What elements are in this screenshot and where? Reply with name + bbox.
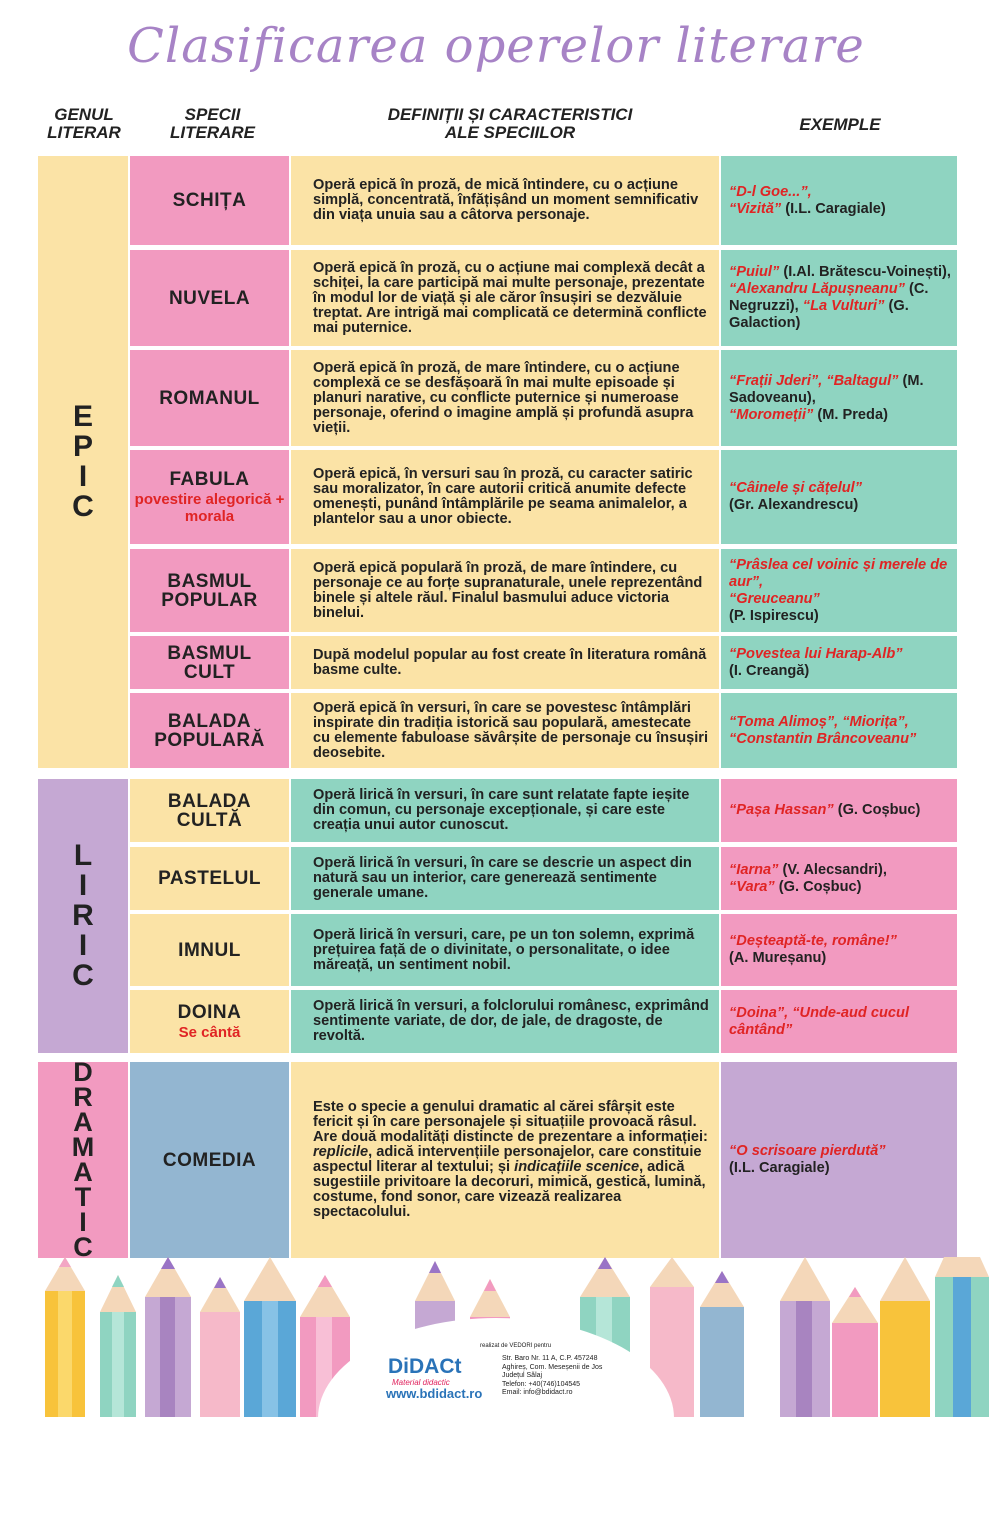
example-author: (G. Coșbuc) [833, 802, 921, 818]
examples-text [729, 646, 903, 680]
definition-cell [291, 779, 719, 842]
genre-letter: R [72, 899, 94, 932]
species-name: COMEDIA [162, 1149, 257, 1171]
example-title: “Vizită” [729, 200, 782, 217]
examples-cell [721, 779, 957, 842]
definition-cell [291, 156, 719, 245]
species-cell [130, 1062, 289, 1258]
pencil-12 [780, 1257, 830, 1417]
example-title: “Puiul” [729, 264, 780, 280]
examples-text [729, 264, 953, 332]
example-title: “La Vulturi” [802, 298, 885, 314]
page-title: Clasificarea operelor literare [127, 18, 865, 74]
example-title: “Pașa Hassan” [729, 802, 834, 818]
example-title: “Frații Jderi”, “Baltagul” [729, 372, 899, 389]
examples-cell [721, 990, 957, 1053]
address-line: Telefon: +40(746)104545 [502, 1380, 581, 1388]
species-cell [130, 636, 289, 689]
species-name: PASTELUL [158, 868, 261, 889]
examples-text [729, 480, 862, 514]
example-author: (V. Alecsandri), [778, 861, 887, 878]
species-cell [130, 350, 289, 446]
definition-cell [291, 693, 719, 768]
examples-cell [721, 847, 957, 910]
example-author: (A. Mureșanu) [729, 950, 827, 966]
header-definition [330, 106, 690, 142]
pencil-14 [880, 1257, 930, 1417]
species-name: BASMUL CULT [167, 642, 252, 683]
definition-text: Operă epică populară în proză, de mare întindere, cu personaje ce au forțe supranaturale, unele reprezentând binele și altele răul. Finalul basmului aduce victoria binelui. [313, 559, 703, 621]
header-definition-line2: ALE SPECIILOR [444, 123, 576, 142]
definition-text: Operă lirică în versuri, care, pe un ton solemn, exprimă prețuirea față de o divinitate, o personalitate, o idee măreață, un sentiment nobil. [313, 926, 695, 973]
genre-letter: A [73, 1157, 93, 1187]
species-cell [130, 847, 289, 910]
examples-text [729, 714, 953, 748]
examples-cell [721, 693, 957, 768]
genre-letter: C [72, 490, 94, 523]
species-name: BASMUL POPULAR [161, 570, 258, 611]
definition-cell [291, 250, 719, 346]
species-cell [130, 779, 289, 842]
pencil-15 [935, 1257, 989, 1417]
header-genre-line2: LITERAR [47, 123, 121, 142]
species-cell [130, 250, 289, 346]
header-examples: EXEMPLE [799, 115, 881, 134]
genre-letter: I [78, 869, 88, 902]
definition-cell [291, 914, 719, 986]
examples-cell [721, 250, 957, 346]
address-line: Email: info@bdidact.ro [502, 1389, 573, 1396]
genre-letter: M [71, 1132, 95, 1162]
example-author: (I.Al. Brătescu-Voinești), [779, 264, 951, 280]
genre-letter: L [73, 839, 93, 872]
definition-text: Operă epică, în versuri sau în proză, cu caracter satiric sau moralizator, în care autorii critică anumite defecte omenești, punând întâmplările pe seama animalelor, a plantelor sau a unor obiecte. [313, 466, 693, 527]
species-name: NUVELA [168, 287, 251, 309]
species-name: BALADA POPULARĂ [154, 710, 265, 751]
pencil-3 [145, 1257, 191, 1417]
definition-cell [291, 549, 719, 632]
genre-epic [38, 156, 128, 768]
definition-cell [291, 636, 719, 689]
pencil-1 [45, 1257, 85, 1417]
example-author: (P. Ispirescu) [729, 607, 819, 624]
species-cell [130, 450, 289, 544]
address-line: Județul Sălaj [502, 1372, 543, 1379]
pencil-4 [200, 1277, 240, 1417]
header-species-line2: LITERARE [170, 123, 255, 142]
pencil-13 [832, 1287, 878, 1417]
example-title: “Doina”, “Unde-aud cucul cântând” [729, 1004, 909, 1038]
species-note: Se cântă [178, 1023, 241, 1041]
genre-letter: C [72, 959, 94, 992]
example-title: “Vara” [729, 878, 775, 895]
examples-cell [721, 1062, 957, 1258]
examples-cell [721, 450, 957, 544]
species-name: ROMANUL [159, 387, 260, 409]
species-cell [130, 156, 289, 245]
definition-text: Operă epică în proză, cu o acțiune mai complexă decât a schiței, la care participă mai multe personaje, prezentate în modul lor de viață și ale căror însușiri se dezvăluie treptat. Are intrigă mai complicată ce determină conflicte mai puternice. [313, 259, 707, 336]
genre-letter: C [73, 1232, 93, 1262]
address-line: Str. Baro Nr. 11 A, C.P. 457248 [502, 1355, 598, 1362]
example-author: (Gr. Alexandrescu) [729, 497, 859, 513]
didact-logo: DiDACt [388, 1355, 462, 1378]
example-author: (I.L. Caragiale) [781, 200, 886, 217]
example-author: (G. Coșbuc) [774, 878, 862, 895]
pencil-11 [700, 1271, 744, 1417]
header-genre-line1: GENUL [54, 105, 114, 124]
definition-cell [291, 1062, 719, 1258]
definition-cell [291, 350, 719, 446]
pencil-5 [244, 1257, 296, 1417]
definition-cell [291, 847, 719, 910]
example-title: “Moromeții” [729, 406, 814, 423]
species-cell [130, 549, 289, 632]
example-title: “Deșteaptă-te, române!” [729, 933, 897, 949]
example-author: (M. Preda) [813, 406, 888, 423]
examples-cell [721, 156, 957, 245]
definition-text: Este o specie a genului dramatic al cărei sfârșit este fericit și în care personajele și situațiile provoacă râsul. Are două modalități distincte de prezentare a informației: replicile, adică intervențiile personajelor, care constituie aspectul literar al textului; și indicațiile scenice, adică sugestiile privitoare la decoruri, mimică, gestică, lumină, costume, fond sonor, care vizează realizarea spectacolului. [313, 1099, 708, 1220]
genre-liric [38, 779, 128, 1053]
address-line: Aghireș, Com. Meseșenii de Jos [502, 1363, 603, 1371]
examples-text [729, 1005, 953, 1039]
footer-website-link[interactable]: www.bdidact.ro [386, 1386, 483, 1401]
example-author: (M. Sadoveanu), [729, 372, 924, 406]
species-name: BALADA CULTĂ [167, 790, 252, 831]
species-name: DOINA [177, 1001, 242, 1023]
example-title: “Toma Alimoș”, “Miorița”, “Constantin Brâncoveanu” [729, 713, 917, 747]
example-author: (I.L. Caragiale) [729, 1160, 830, 1176]
genre-letter: D [73, 1057, 93, 1087]
examples-cell [721, 549, 957, 632]
examples-text [729, 373, 953, 424]
genre-letter: I [78, 929, 88, 962]
genre-letter: R [73, 1082, 93, 1112]
pencil-2 [100, 1275, 136, 1417]
definition-text: Operă epică în proză, de mică întindere, cu o acțiune simplă, concentrată, înfățișând un moment semnificativ din viața unuia sau a câtorva personaje. [313, 177, 699, 223]
definition-text: Operă lirică în versuri, a folclorului românesc, exprimând sentimente variate, de dor, de jale, de dragoste, de revoltă. [313, 998, 709, 1044]
examples-cell [721, 914, 957, 986]
definition-text: Operă epică în proză, de mare întindere, cu o acțiune complexă ce se desfășoară în mai multe episoade și planuri narative, cu conflicte puternice și numeroase personaje, oferind o imagine amplă și profundă asupra vieții. [313, 359, 694, 436]
species-cell [130, 990, 289, 1053]
header-species-line1: SPECII [184, 105, 241, 124]
definition-cell [291, 990, 719, 1053]
didact-logo-subtitle: Material didactic [392, 1378, 450, 1387]
example-title: “Câinele și cățelul” [729, 480, 863, 496]
genre-letter: P [72, 430, 93, 463]
definition-text: Operă lirică în versuri, în care se descrie un aspect din natură sau un interior, care generează sentimente generale umane. [313, 855, 692, 901]
examples-text [729, 1143, 886, 1177]
examples-text [729, 802, 920, 819]
example-title: “D-l Goe...”, [729, 183, 812, 200]
example-author: (C. Negruzzi), [729, 281, 929, 314]
species-name: FABULA [169, 468, 250, 490]
examples-text [729, 184, 886, 218]
genre-dramatic [38, 1057, 128, 1262]
example-author: (G. Galaction) [729, 298, 909, 331]
species-cell [130, 693, 289, 768]
examples-cell [721, 350, 957, 446]
header-species [150, 106, 275, 142]
example-title: “Greuceanu” [729, 590, 820, 607]
header-genre [38, 106, 130, 142]
example-title: “Iarna” [729, 861, 779, 878]
definition-text: Operă lirică în versuri, în care sunt relatate fapte ieșite din comun, cu personaje excepționale, și care este creația unui autor cunoscut. [313, 787, 690, 833]
genre-letter: I [78, 460, 88, 493]
examples-cell [721, 636, 957, 689]
made-for-text: realizat de VEDORI pentru [480, 1343, 552, 1349]
species-name: SCHIȚA [172, 190, 247, 211]
genre-letter: T [74, 1182, 92, 1212]
species-note: povestire alegorică + morala [134, 490, 285, 525]
species-name: IMNUL [178, 939, 241, 961]
footer-address [502, 1355, 602, 1398]
definition-text: După modelul popular au fost create în literatura română basme culte. [313, 646, 707, 678]
header-definition-line1: DEFINIȚII ȘI CARACTERISTICI [387, 105, 633, 124]
examples-text [729, 862, 887, 896]
genre-letter: I [79, 1207, 87, 1237]
genre-letter: E [72, 400, 93, 433]
example-title: “Prâslea cel voinic și merele de aur”, [729, 556, 948, 590]
species-cell [130, 914, 289, 986]
definition-cell [291, 450, 719, 544]
example-title: “O scrisoare pierdută” [729, 1143, 886, 1159]
example-title: “Alexandru Lăpușneanu” [729, 281, 905, 297]
examples-text [729, 933, 897, 967]
examples-text [729, 557, 953, 625]
definition-text: Operă epică în versuri, în care se povestesc întâmplări inspirate din tradiția istorică sau populară, amestecate cu elemente fabuloase săvârșite de personaje cu însușiri deosebite. [313, 699, 709, 761]
genre-letter: A [73, 1107, 93, 1137]
example-title: “Povestea lui Harap-Alb” [729, 645, 903, 662]
example-author: (I. Creangă) [729, 662, 810, 679]
